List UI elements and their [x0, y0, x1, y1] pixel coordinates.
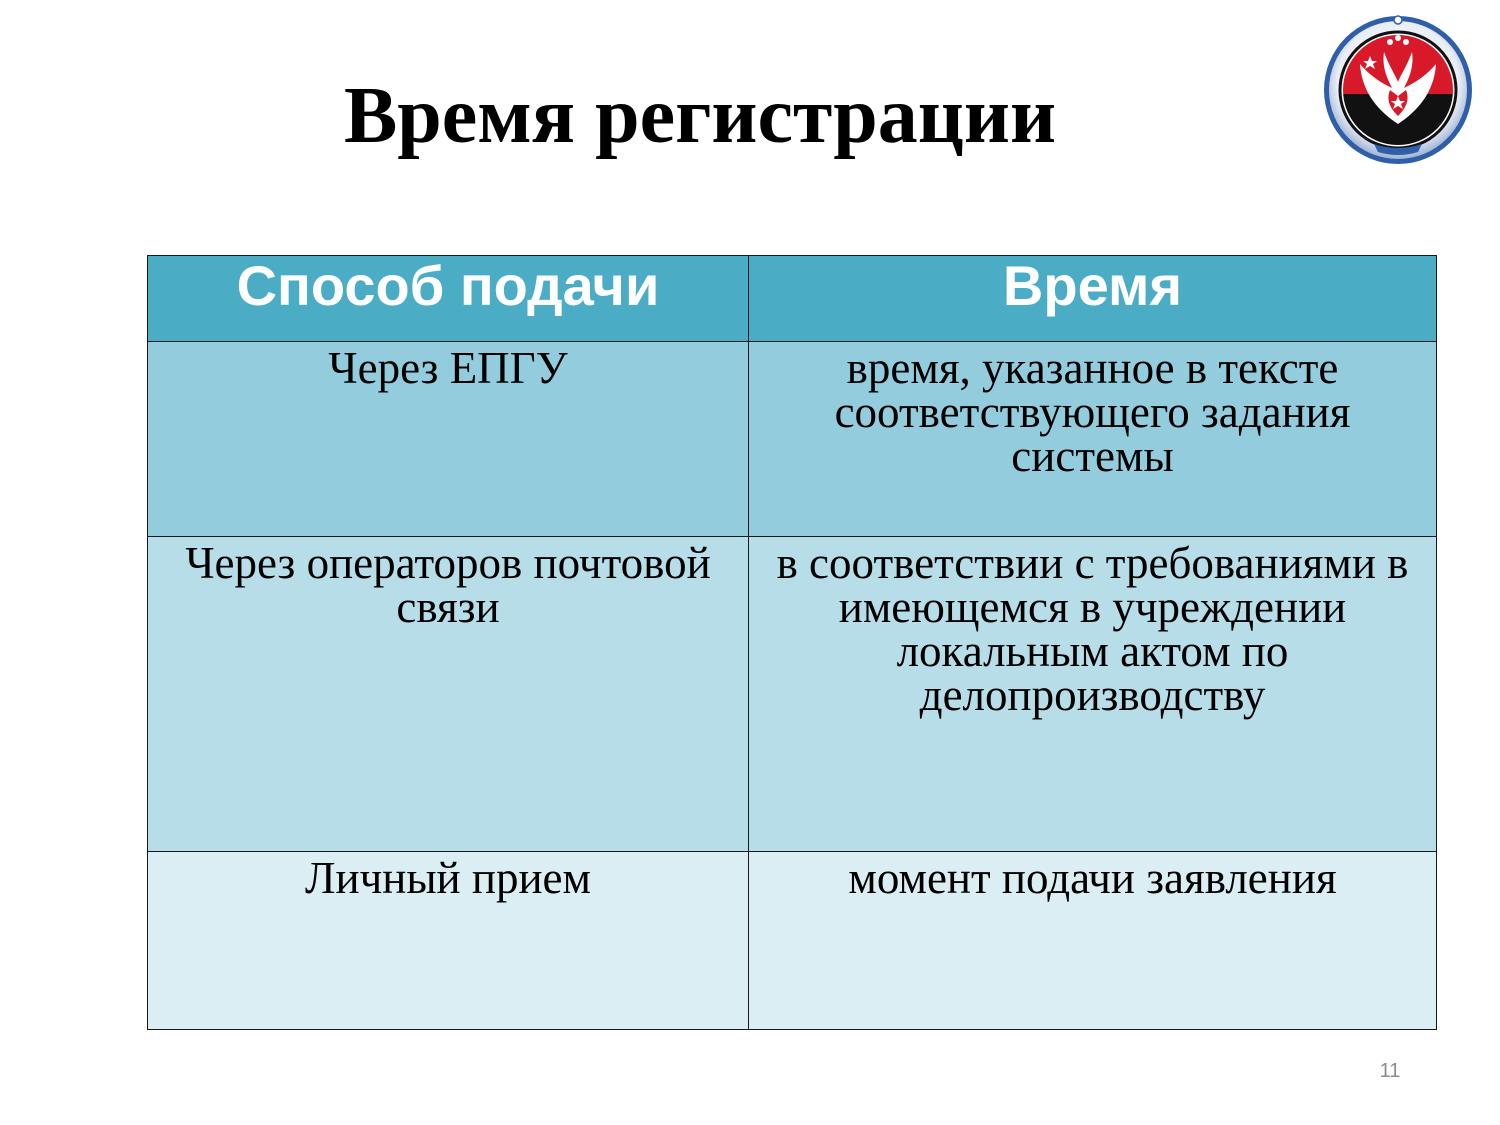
slide-title: Время регистрации: [343, 72, 1057, 160]
table-header-row: [148, 256, 1437, 342]
table-row: [148, 537, 1437, 852]
table-row: [148, 852, 1437, 1030]
header-method: Способ подачи: [148, 256, 749, 342]
page-number: 11: [1379, 1060, 1401, 1082]
table-row: [148, 342, 1437, 537]
cell-method: Личный прием: [148, 852, 749, 1030]
coat-of-arms-icon: [1320, 12, 1476, 168]
cell-time: в соответствии с требованиями в имеющемся в учреждении локальным актом по делопроизводству: [749, 537, 1437, 852]
cell-time: время, указанное в тексте соответствующего задания системы: [749, 342, 1437, 537]
cell-method: Через операторов почтовой связи: [148, 537, 749, 852]
cell-method: Через ЕПГУ: [148, 342, 749, 537]
header-time: Время: [749, 256, 1437, 342]
cell-time: момент подачи заявления: [749, 852, 1437, 1030]
registration-time-table: [147, 255, 1437, 1030]
emblem-graphic: [1320, 12, 1476, 168]
